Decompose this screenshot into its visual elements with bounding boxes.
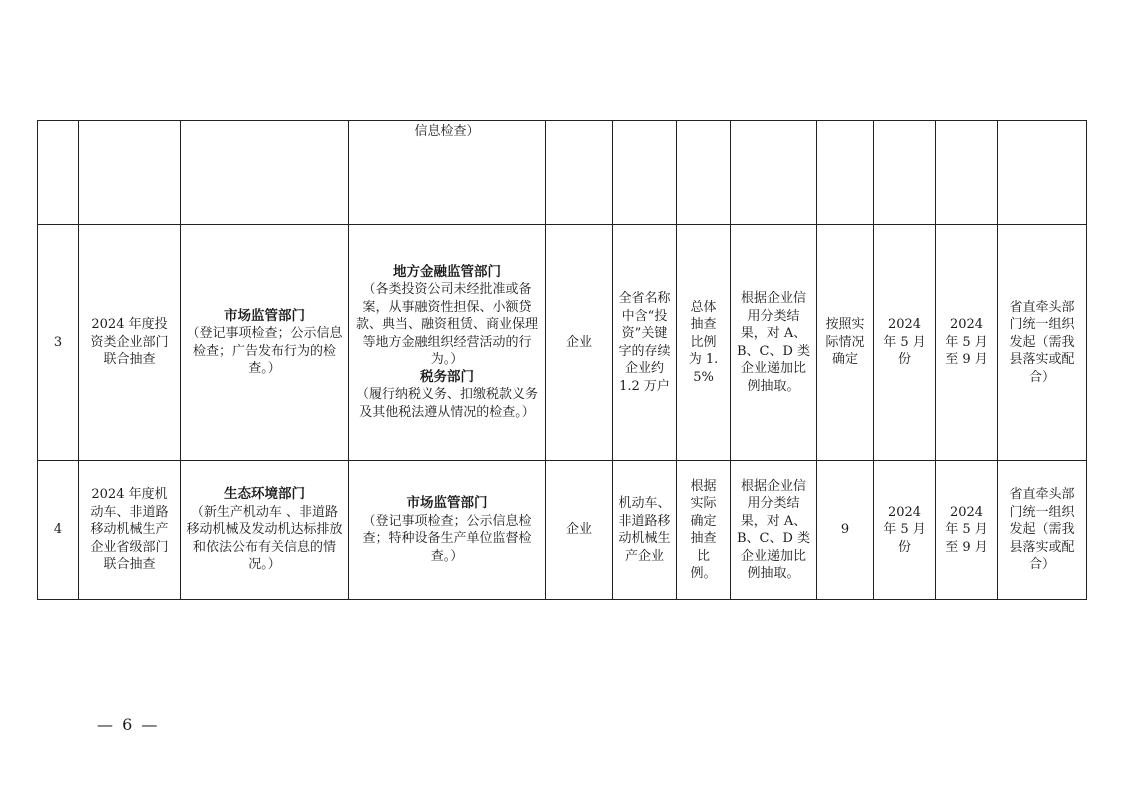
cell-coop-dept [349, 225, 546, 461]
cell-task [79, 121, 181, 225]
cell-method: 根据企业信用分类结果，对 A、B、C、D 类企业递加比例抽取。 [731, 225, 817, 461]
cell-start [874, 121, 936, 225]
coop-dept-desc: （各类投资公司未经批准或备案，从事融资性担保、小额贷款、典当、融资租赁、商业保理等地方金融组织经营活动的行为。） [355, 282, 538, 368]
cell-method [731, 121, 817, 225]
cell-task: 2024 年度投资类企业部门联合抽查 [79, 225, 181, 461]
cell-ratio [677, 121, 731, 225]
cell-no [38, 121, 79, 225]
cell-task: 2024 年度机动车、非道路移动机械生产企业省级部门联合抽查 [79, 461, 181, 600]
cell-start: 2024 年 5 月份 [874, 225, 936, 461]
cell-count [817, 121, 874, 225]
cell-count: 按照实际情况确定 [817, 225, 874, 461]
cell-count: 9 [817, 461, 874, 600]
cell-ratio: 根据实际确定抽查比例。 [677, 461, 731, 600]
table-row [38, 121, 1087, 225]
cell-lead-dept [181, 225, 349, 461]
cell-object: 企业 [546, 225, 613, 461]
cell-no: 3 [38, 225, 79, 461]
cell-end: 2024 年 5 月至 9 月 [936, 461, 998, 600]
page-number: — 6 — [97, 715, 160, 734]
cell-end: 2024 年 5 月至 9 月 [936, 225, 998, 461]
coop-dept-desc: （登记事项检查；公示信息检查；特种设备生产单位监督检查。） [362, 513, 532, 564]
cell-lead-dept [181, 461, 349, 600]
coop-dept-name: 地方金融监管部门 [393, 263, 501, 280]
cell-scope [613, 121, 677, 225]
table-row [38, 461, 1087, 600]
coop-dept-desc: （履行纳税义务、扣缴税款义务及其他税法遵从情况的检查。） [355, 387, 538, 420]
cell-coop-dept [349, 121, 546, 225]
lead-dept-desc: （登记事项检查；公示信息检查；广告发布行为的检查。） [186, 326, 343, 376]
lead-dept-desc: （新生产机动车 、非道路移动机械及发动机达标排放和依法公布有关信息的情况。） [186, 504, 343, 573]
cell-note: 省直牵头部门统一组织发起（需我县落实或配合） [998, 461, 1087, 600]
cell-method: 根据企业信用分类结果，对 A、B、C、D 类企业递加比例抽取。 [731, 461, 817, 600]
lead-dept-name: 生态环境部门 [224, 486, 305, 503]
cell-note [998, 121, 1087, 225]
coop-desc: 信息检查） [414, 124, 480, 139]
lead-dept-name: 市场监管部门 [224, 307, 305, 324]
cell-ratio: 总体抽查比例为 1.5% [677, 225, 731, 461]
cell-object [546, 121, 613, 225]
cell-end [936, 121, 998, 225]
cell-lead-dept [181, 121, 349, 225]
cell-no: 4 [38, 461, 79, 600]
cell-coop-dept [349, 461, 546, 600]
coop-dept-name: 税务部门 [420, 368, 474, 385]
cell-start: 2024 年 5 月份 [874, 461, 936, 600]
cell-scope: 机动车、非道路移动机械生产企业 [613, 461, 677, 600]
coop-dept-name: 市场监管部门 [406, 495, 488, 511]
cell-note: 省直牵头部门统一组织发起（需我县落实或配合） [998, 225, 1087, 461]
table-row [38, 225, 1087, 461]
cell-object: 企业 [546, 461, 613, 600]
inspection-table [37, 120, 1087, 600]
cell-scope: 全省名称中含“投资”关键字的存续企业约 1.2 万户 [613, 225, 677, 461]
